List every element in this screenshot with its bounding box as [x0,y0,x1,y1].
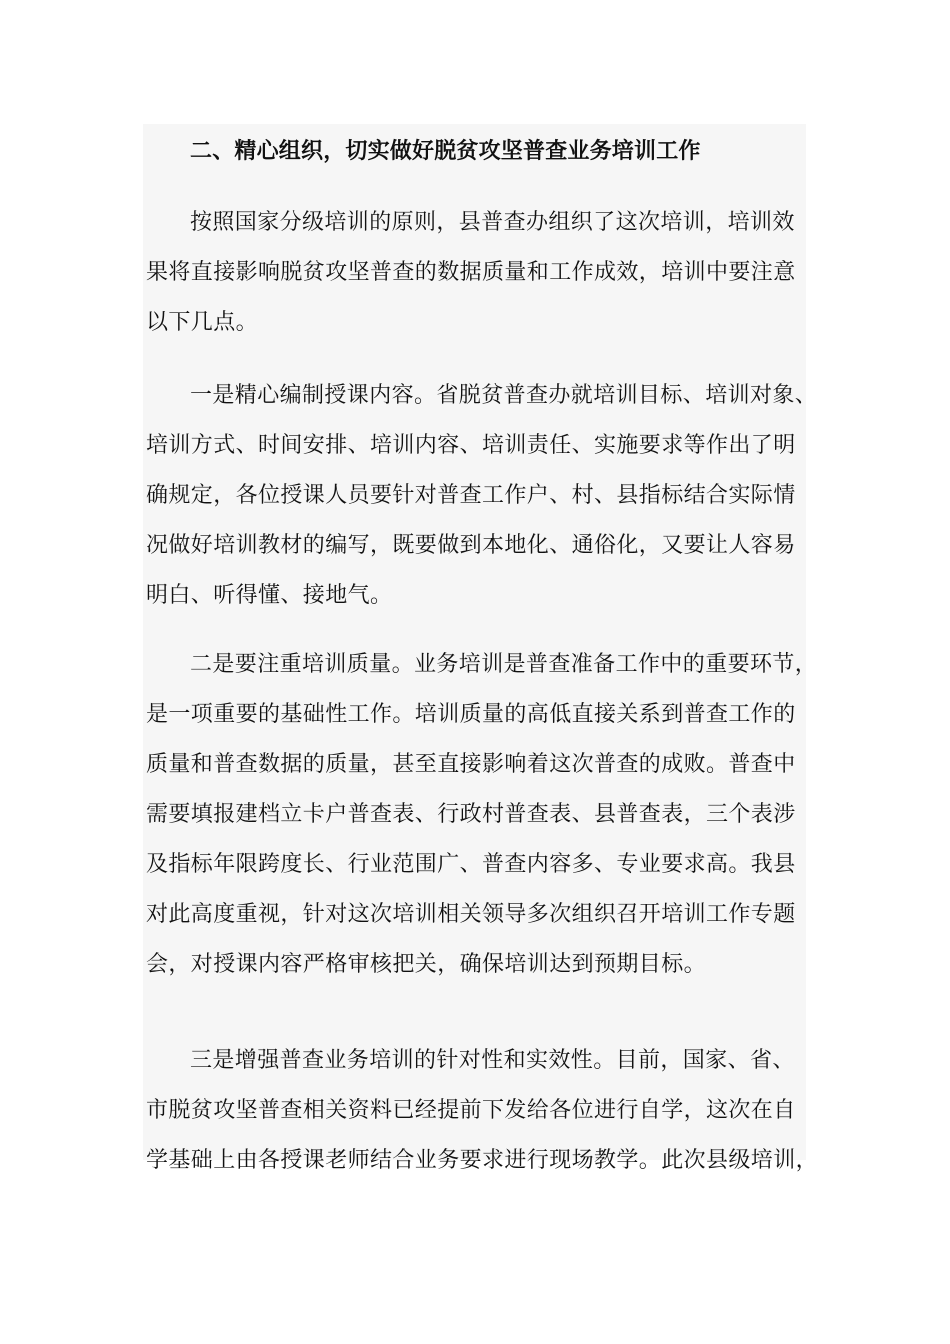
paragraph-line: 是一项重要的基础性工作。培训质量的高低直接关系到普查工作的 [146,702,796,727]
paragraph-line: 对此高度重视，针对这次培训相关领导多次组织召开培训工作专题 [146,902,796,927]
paragraph-line: 二是要注重培训质量。业务培训是普查准备工作中的重要环节， [190,652,818,677]
paragraph-line: 按照国家分级培训的原则，县普查办组织了这次培训，培训效 [190,210,795,235]
paragraph-line: 确规定，各位授课人员要针对普查工作户、村、县指标结合实际情 [146,483,796,508]
paragraph-line: 一是精心编制授课内容。省脱贫普查办就培训目标、培训对象、 [190,383,818,408]
paragraph-line: 以下几点。 [146,310,259,335]
paragraph-line: 及指标年限跨度长、行业范围广、普查内容多、专业要求高。我县 [146,852,796,877]
paragraph-line: 培训方式、时间安排、培训内容、培训责任、实施要求等作出了明 [146,433,796,458]
paragraph-line: 三是增强普查业务培训的针对性和实效性。目前，国家、省、 [190,1048,795,1073]
paragraph-line: 明白、听得懂、接地气。 [146,583,393,608]
paragraph-line: 市脱贫攻坚普查相关资料已经提前下发给各位进行自学，这次在自 [146,1098,796,1123]
paragraph-line: 果将直接影响脱贫攻坚普查的数据质量和工作成效，培训中要注意 [146,260,796,285]
section-heading: 二、精心组织，切实做好脱贫攻坚普查业务培训工作 [190,138,701,164]
paragraph-line: 况做好培训教材的编写，既要做到本地化、通俗化，又要让人容易 [146,533,796,558]
paragraph-line: 会，对授课内容严格审核把关，确保培训达到预期目标。 [146,952,707,977]
paragraph-line: 学基础上由各授课老师结合业务要求进行现场教学。此次县级培训， [146,1148,819,1173]
paragraph-line: 需要填报建档立卡户普查表、行政村普查表、县普查表，三个表涉 [146,802,796,827]
paragraph-line: 质量和普查数据的质量，甚至直接影响着这次普查的成败。普查中 [146,752,796,777]
